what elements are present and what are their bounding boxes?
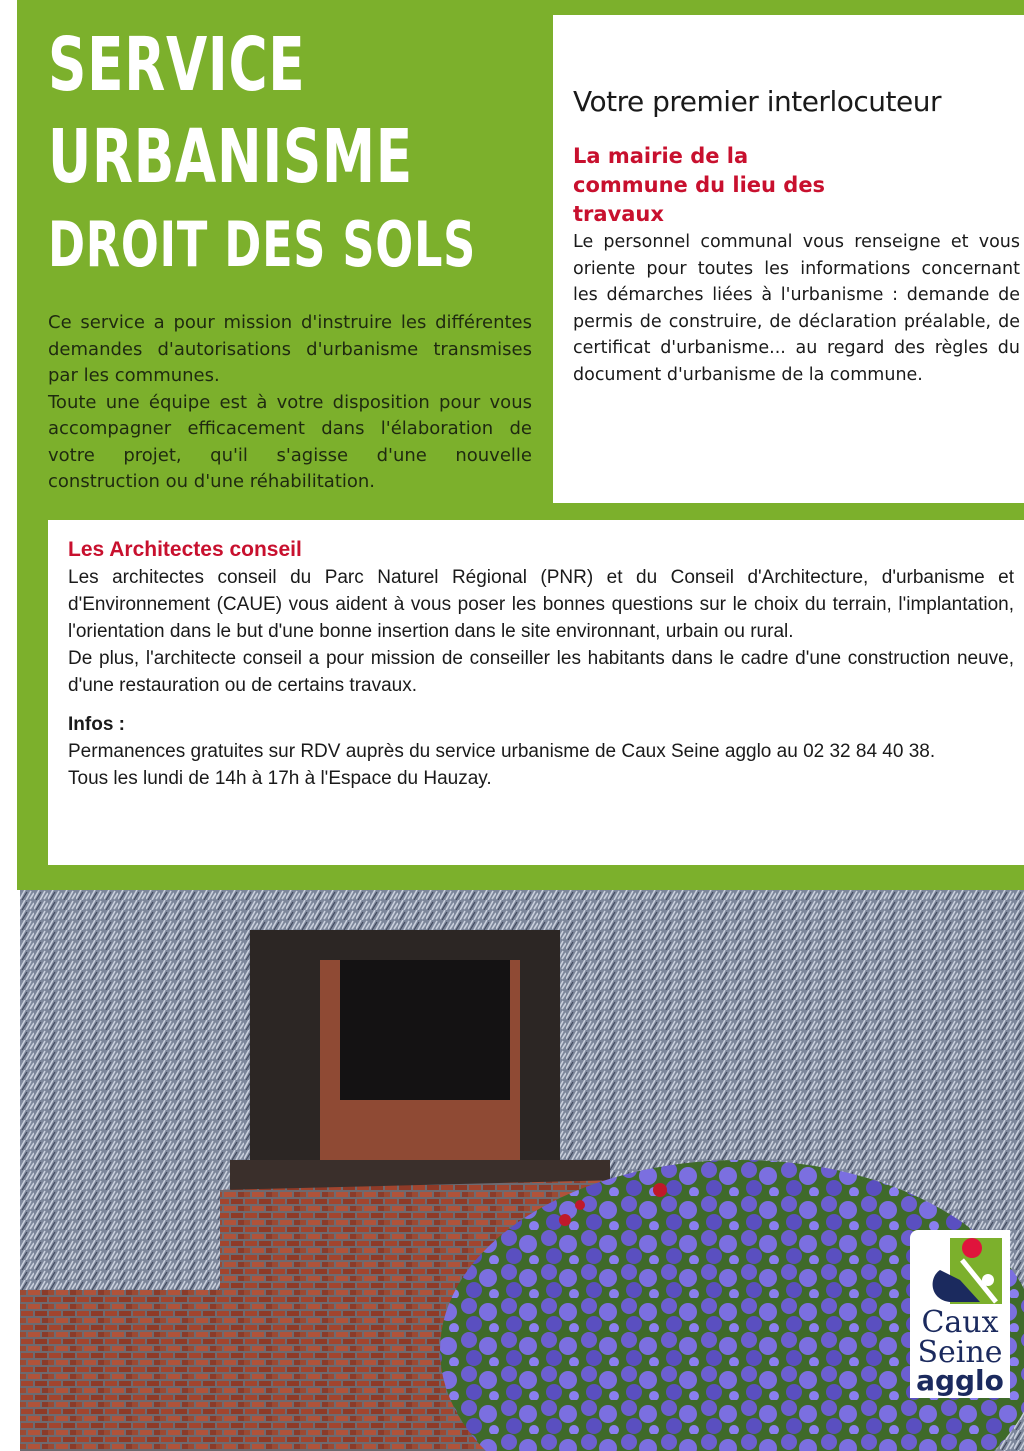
red-flower (559, 1214, 571, 1226)
title-line-service: SERVICE (48, 22, 306, 108)
window (340, 960, 510, 1100)
architects-paragraph: De plus, l'architecte conseil a pour mission de conseiller les habitants dans le cadre d'une construction neuve, d'une restauration ou de certains travaux. (68, 648, 1014, 696)
cottage-photo-illustration (20, 890, 1024, 1451)
architects-heading: Les Architectes conseil (68, 538, 302, 561)
cottage-photo (20, 890, 1024, 1451)
contact-body: Le personnel communal vous renseigne et vous oriente pour toutes les informations concernant les démarches liées à l'urbanisme : demande de permis de construire, de déclaration préalable, de certificat d'urbanisme... au regard des règles du document d'urbanisme de la commune. (573, 232, 1020, 385)
red-flower (653, 1183, 667, 1197)
architects-paragraph: Les architectes conseil du Parc Naturel Régional (PNR) et du Conseil d'Architecture, d'urbanisme et d'Environnement (CAUE) vous aident à vous poser les bonnes questions sur le choix du terrain, l'implantation, l'orientation dans le but d'une bonne insertion dans le site environnant, urbain ou rural. (68, 567, 1014, 642)
logo-text: Caux (921, 1305, 999, 1340)
contact-subheading: La mairie de la commune du lieu des travaux (573, 144, 826, 226)
ampersand-logo-icon (910, 1230, 1010, 1310)
infos-line: Tous les lundi de 14h à 17h à l'Espace du Hauzay. (68, 768, 492, 789)
intro-paragraph: Toute une équipe est à votre disposition pour vous accompagner efficacement dans l'élaboration de votre projet, qu'il s'agisse d'une nouvelle construction ou d'une réhabilitation. (48, 391, 532, 492)
red-flower (575, 1200, 585, 1210)
infos-label: Infos : (68, 714, 125, 735)
infos-line: Permanences gratuites sur RDV auprès du service urbanisme de Caux Seine agglo au 02 32 84 40 38. (68, 741, 936, 762)
intro-text (48, 310, 532, 496)
logo-text: agglo (916, 1364, 1004, 1397)
title-line-droit-des-sols: DROIT DES SOLS (48, 208, 476, 281)
architects-box (48, 520, 1024, 865)
contact-heading: Votre premier interlocuteur (573, 85, 941, 118)
intro-paragraph: Ce service a pour mission d'instruire les différentes demandes d'autorisations d'urbanisme transmises par les communes. (48, 312, 532, 386)
contact-box (553, 15, 1024, 503)
caux-seine-agglo-logo (910, 1230, 1010, 1398)
logo-text: Seine (917, 1335, 1003, 1370)
title-line-urbanisme: URBANISME (48, 114, 413, 200)
